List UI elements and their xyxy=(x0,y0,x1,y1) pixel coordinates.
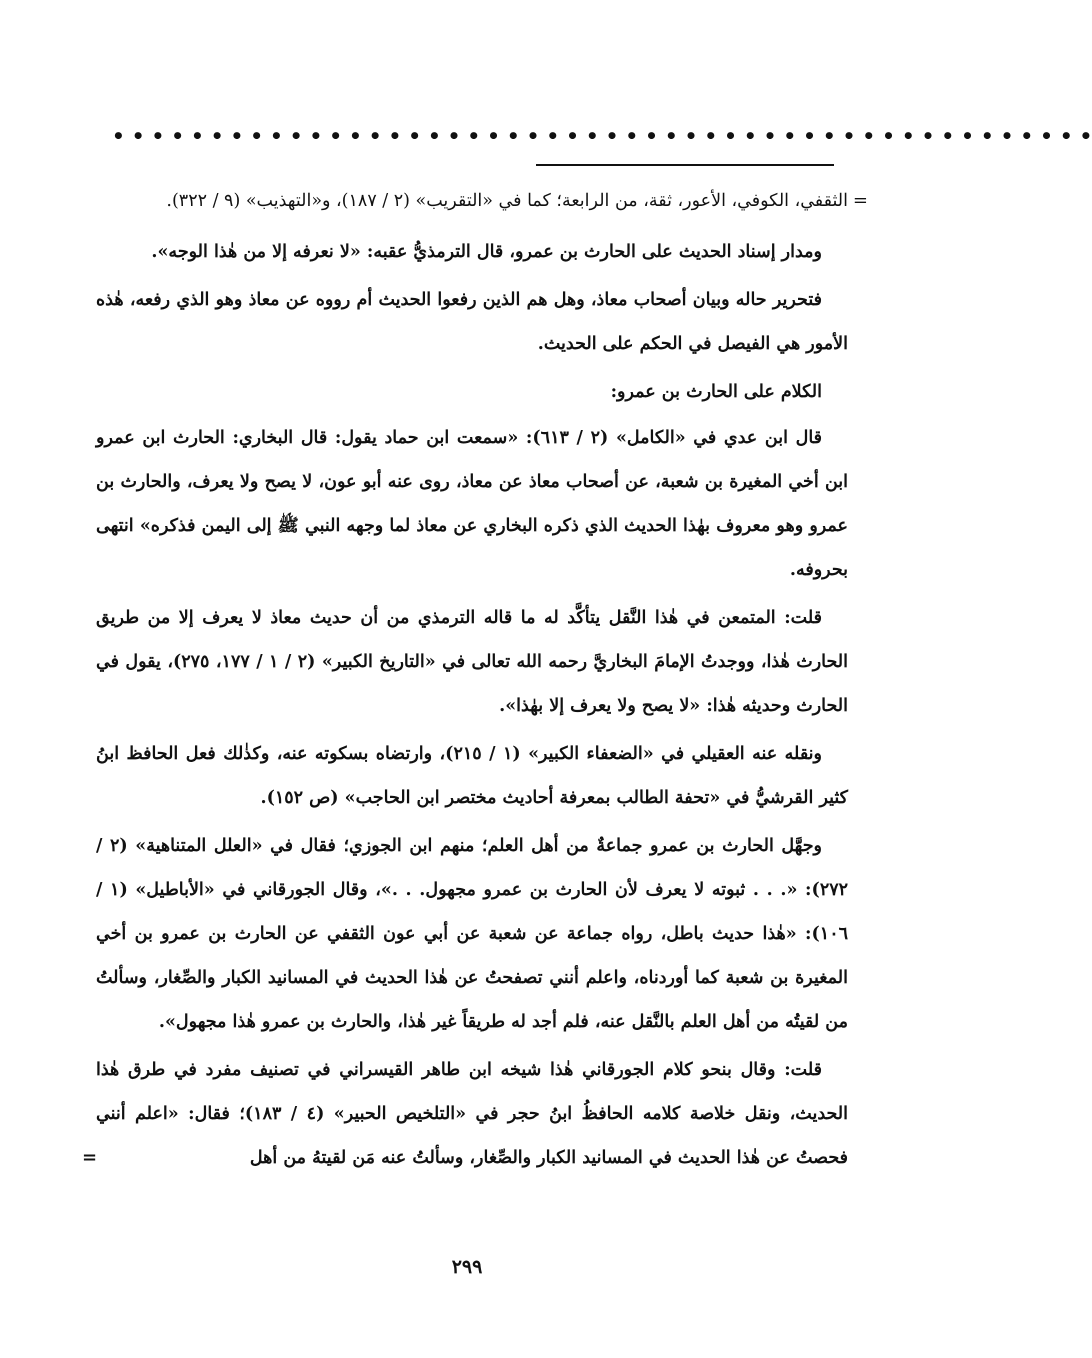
paragraph-tahrir: فتحرير حاله وبيان أصحاب معاذ، وهل هم الذين رفعوا الحديث أم رووه عن معاذ وهو الذي رفعه، هٰذه الأمور هي الفيصل في الحكم على الحديث. xyxy=(96,290,848,354)
paragraph-ibn-adi: قال ابن عدي في «الكامل» (٢ / ٦١٣): «سمعت ابن حماد يقول: قال البخاري: الحارث ابن عمرو ابن أخي المغيرة بن شعبة، عن أصحاب معاذ عن معاذ، روى عنه أبو عون، لا يصح ولا يعرف، والحارث بن عمرو وهو معروف بهٰذا الحديث الذي ذكره البخاري عن معاذ لما وجهه النبي ﷺ إلى اليمن فذكره» انتهى بحروفه. xyxy=(96,428,848,580)
footnote-separator-rule xyxy=(536,164,834,166)
page-number: ٢٩٩ xyxy=(451,1256,483,1278)
footnote-continuation xyxy=(96,178,868,224)
paragraph-qultu-2 xyxy=(82,1048,848,1180)
continuation-end-mark: = xyxy=(82,1147,98,1168)
paragraph-jahhala: وجهَّل الحارث بن عمرو جماعةٌ من أهل العلم؛ منهم ابن الجوزي؛ فقال في «العلل المتناهية» (٢ / ٢٧٢): «. . . ثبوته لا يعرف لأن الحارث بن عمرو مجهول. . .»، وقال الجورقاني في «الأباطيل» (١ / ١٠٦): «هٰذا حديث باطل، رواه جماعة عن شعبة عن أبي عون الثقفي عن الحارث بن عمرو بن أخي المغيرة بن شعبة كما أوردناه، واعلم أنني تصفحتُ عن هٰذا الحديث في المسانيد الكبار والصِّغار، وسألتُ من لقيتُه من أهل العلم بالنَّقل عنه، فلم أجد له طريقاً غير هٰذا، والحارث بن عمرو هٰذا مجهول». xyxy=(96,836,849,1032)
paragraph-isnad: ومدار إسناد الحديث على الحارث بن عمرو، قال الترمذيُّ عقبه: «لا نعرفه إلا من هٰذا الوجه». xyxy=(151,242,822,262)
decorative-dot-row: • • • • • • • • • • • • • • • • • • • • • • • • • • • • • • • • • • • • • • • • • • • • • • • • • • xyxy=(112,124,1092,148)
continuation-mark: = xyxy=(852,190,868,211)
footnote-text: الثقفي، الكوفي، الأعور، ثقة، من الرابعة؛ كما في «التقريب» (٢ / ١٨٧)، و«التهذيب» (٩ / ٣٢٢). xyxy=(166,191,848,211)
paragraph-qultu-2-text: قلت: وقال بنحو كلام الجورقاني هٰذا شيخه ابن طاهر القيسراني في تصنيف مفرد في طرق هٰذا الحديث، ونقل خلاصة كلامه الحافظُ ابنُ حجر في «التلخيص الحبير» (٤ / ١٨٣)؛ فقال: «اعلم أنني فحصتُ عن هٰذا الحديث في المسانيد الكبار والصِّغار، وسألتُ عنه مَن لقيتهُ من أهل xyxy=(96,1060,848,1168)
section-heading: الكلام على الحارث بن عمرو: xyxy=(610,382,822,402)
page-body xyxy=(82,178,868,1184)
paragraph-qultu-1: قلت: المتمعن في هٰذا النَّقل يتأكَّد له ما قاله الترمذي من أن حديث معاذ لا يعرف إلا من طريق الحارث هٰذا، ووجدتُ الإمامَ البخاريَّ رحمه الله تعالى في «التاريخ الكبير» (٢ / ١ / ١٧٧، ٢٧٥)، يقول في الحارث وحديثه هٰذا: «لا يصح ولا يعرف إلا بهٰذا». xyxy=(96,608,848,716)
paragraph-uqayli: ونقله عنه العقيلي في «الضعفاء الكبير» (١ / ٢١٥)، وارتضاه بسكوته عنه، وكذٰلك فعل الحافظ ابنُ كثير القرشيُّ في «تحفة الطالب بمعرفة أحاديث مختصر ابن الحاجب» (ص ١٥٢). xyxy=(96,744,848,808)
